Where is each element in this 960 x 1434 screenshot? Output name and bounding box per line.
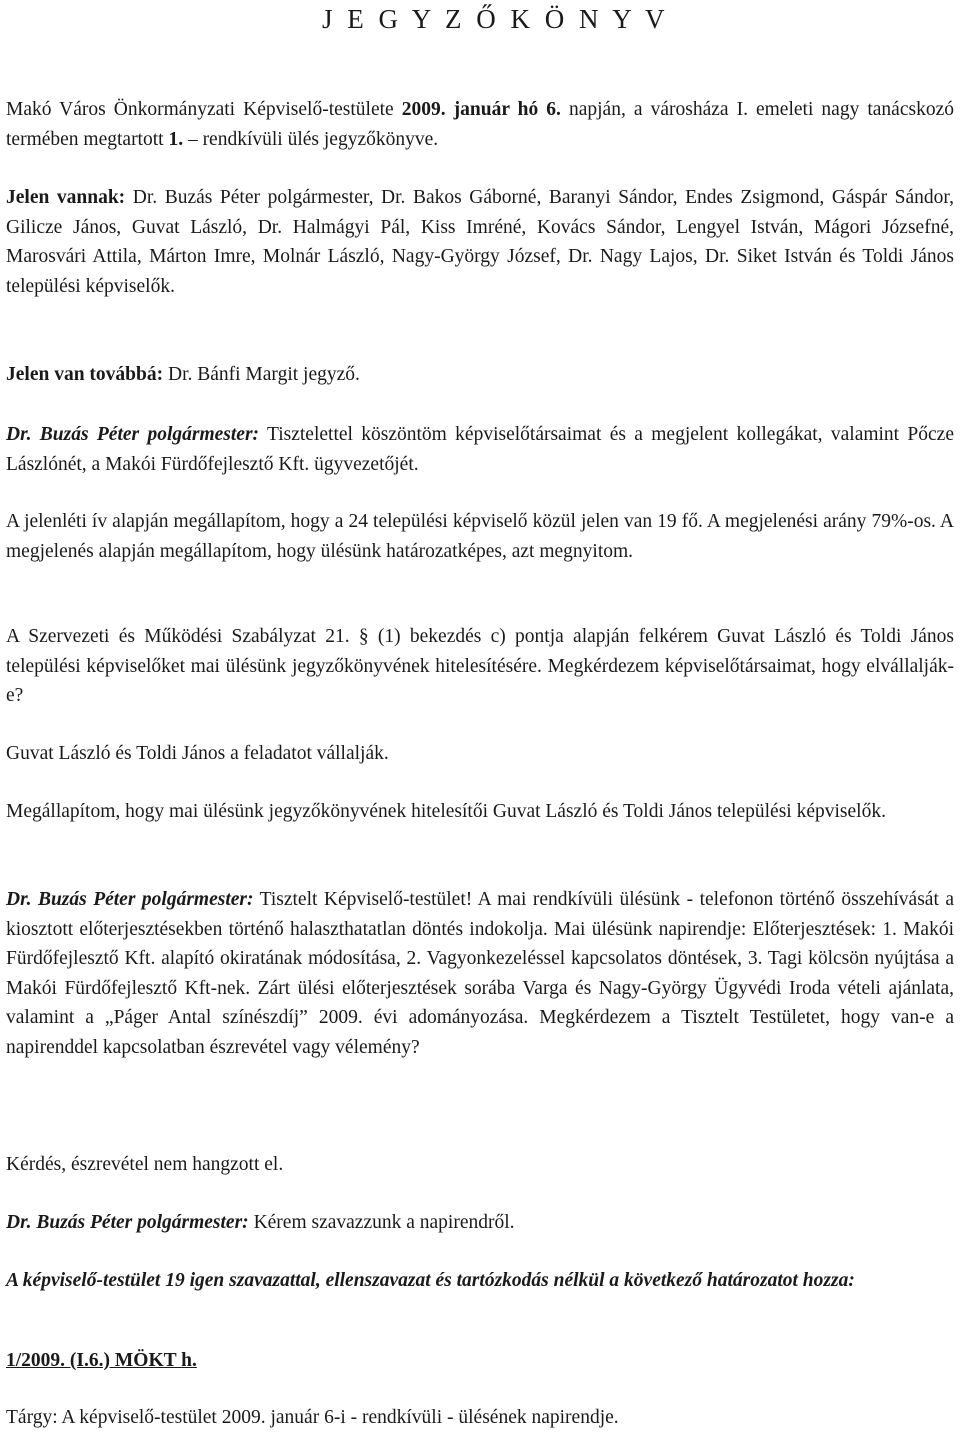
meeting-date: 2009. január hó 6. — [401, 99, 561, 120]
authenticators-request-paragraph: A Szervezeti és Működési Szabályzat 21. § (1) bekezdés c) pontja alapján felkérem Guvat László és Toldi János települési képviselőket mai ülésünk jegyzőkönyvének hitelesítésére. Megkérdezem képviselőtársaimat, hogy elvállalják-e? — [6, 626, 954, 706]
present-list: Dr. Buzás Péter polgármester, Dr. Bakos Gáborné, Baranyi Sándor, Endes Zsigmond, Gáspár Sándor, Gilicze János, Guvat László, Dr. Halmágyi Pál, Kiss Imréné, Kovács Sándor, Lengyel István, Mágori Józsefné, Marosvári Attila, Márton Imre, Molnár László, Nagy-György József, Dr. Nagy Lajos, Dr. Siket István és Toldi János települési képviselők. — [6, 187, 954, 297]
also-present-label: Jelen van továbbá: — [6, 364, 164, 385]
intro-text-1: Makó Város Önkormányzati Képviselő-testülete — [6, 99, 402, 120]
also-present-text: Dr. Bánfi Margit jegyző. — [163, 364, 360, 385]
authenticators-confirm-paragraph: Megállapítom, hogy mai ülésünk jegyzőkönyvének hitelesítői Guvat László és Toldi János települési képviselők. — [6, 801, 886, 822]
resolution-number: 1/2009. (I.6.) MÖKT h. — [6, 1350, 197, 1371]
document-title: J E G Y Z Ő K Ö N Y V — [322, 4, 669, 34]
speaker-label: Dr. Buzás Péter polgármester: — [6, 889, 254, 910]
intro-text-3: – rendkívüli ülés jegyzőkönyve. — [183, 128, 439, 150]
resolution-intro: A képviselő-testület 19 igen szavazattal, ellenszavazat és tartózkodás nélkül a következő határozatot hozza: — [6, 1270, 855, 1291]
subject-line: Tárgy: A képviselő-testület 2009. január 6-i - rendkívüli - ülésének napirendje. — [6, 1407, 619, 1428]
vote-request-paragraph — [6, 1208, 954, 1238]
greeting-text: Tisztelettel köszöntöm képviselőtársaimat és a megjelent kollegákat, valamint Pőcze Lászlónét, a Makói Fürdőfejlesztő Kft. ügyvezetőjét. — [6, 424, 954, 475]
vote-request-text: Kérem szavazzunk a napirendről. — [248, 1212, 515, 1233]
present-paragraph — [6, 183, 954, 301]
greeting-paragraph — [6, 420, 954, 479]
authenticators-accept-paragraph: Guvat László és Toldi János a feladatot vállalják. — [6, 743, 389, 764]
speaker-label: Dr. Buzás Péter polgármester: — [6, 424, 260, 445]
agenda-text: Tisztelt Képviselő-testület! A mai rendkívüli ülésünk - telefonon történő összehívását a kiosztott előterjesztésekben történő halaszthatatlan döntés indokolja. Mai ülésünk napirendje: Előterjesztések: 1. Makói Fürdőfejlesztő Kft. alapító okiratának módosítása, 2. Vagyonkezeléssel kapcsolatos döntések, 3. Tagi kölcsön nyújtása a Makói Fürdőfejlesztő Kft-nek. Zárt ülési előterjesztések sorába Varga és Nagy-György Ügyvédi Iroda vételi ajánlata, valamint a „Páger Antal színészdíj” 2009. évi adományozása. Megkérdezem a Tisztelt Testületet, hogy van-e a napirenddel kapcsolatban észrevétel vagy vélemény? — [6, 889, 954, 1058]
resolution-number-line — [6, 1346, 954, 1376]
no-questions-paragraph: Kérdés, észrevétel nem hangzott el. — [6, 1154, 284, 1175]
speaker-label: Dr. Buzás Péter polgármester: — [6, 1212, 249, 1233]
meeting-number: 1. — [168, 128, 184, 150]
intro-paragraph — [6, 95, 954, 154]
quorum-paragraph: A jelenléti ív alapján megállapítom, hogy a 24 települési képviselő közül jelen van 19 fő. A megjelenési arány 79%-os. A megjelenés alapján megállapítom, hogy ülésünk határozatképes, azt megnyitom. — [6, 511, 954, 562]
intro-text-2: napján, a városháza I. emeleti nagy tanácskozó termében megtartott — [6, 99, 954, 150]
present-label: Jelen vannak: — [6, 187, 126, 208]
agenda-paragraph — [6, 885, 954, 1062]
also-present-paragraph — [6, 360, 954, 390]
